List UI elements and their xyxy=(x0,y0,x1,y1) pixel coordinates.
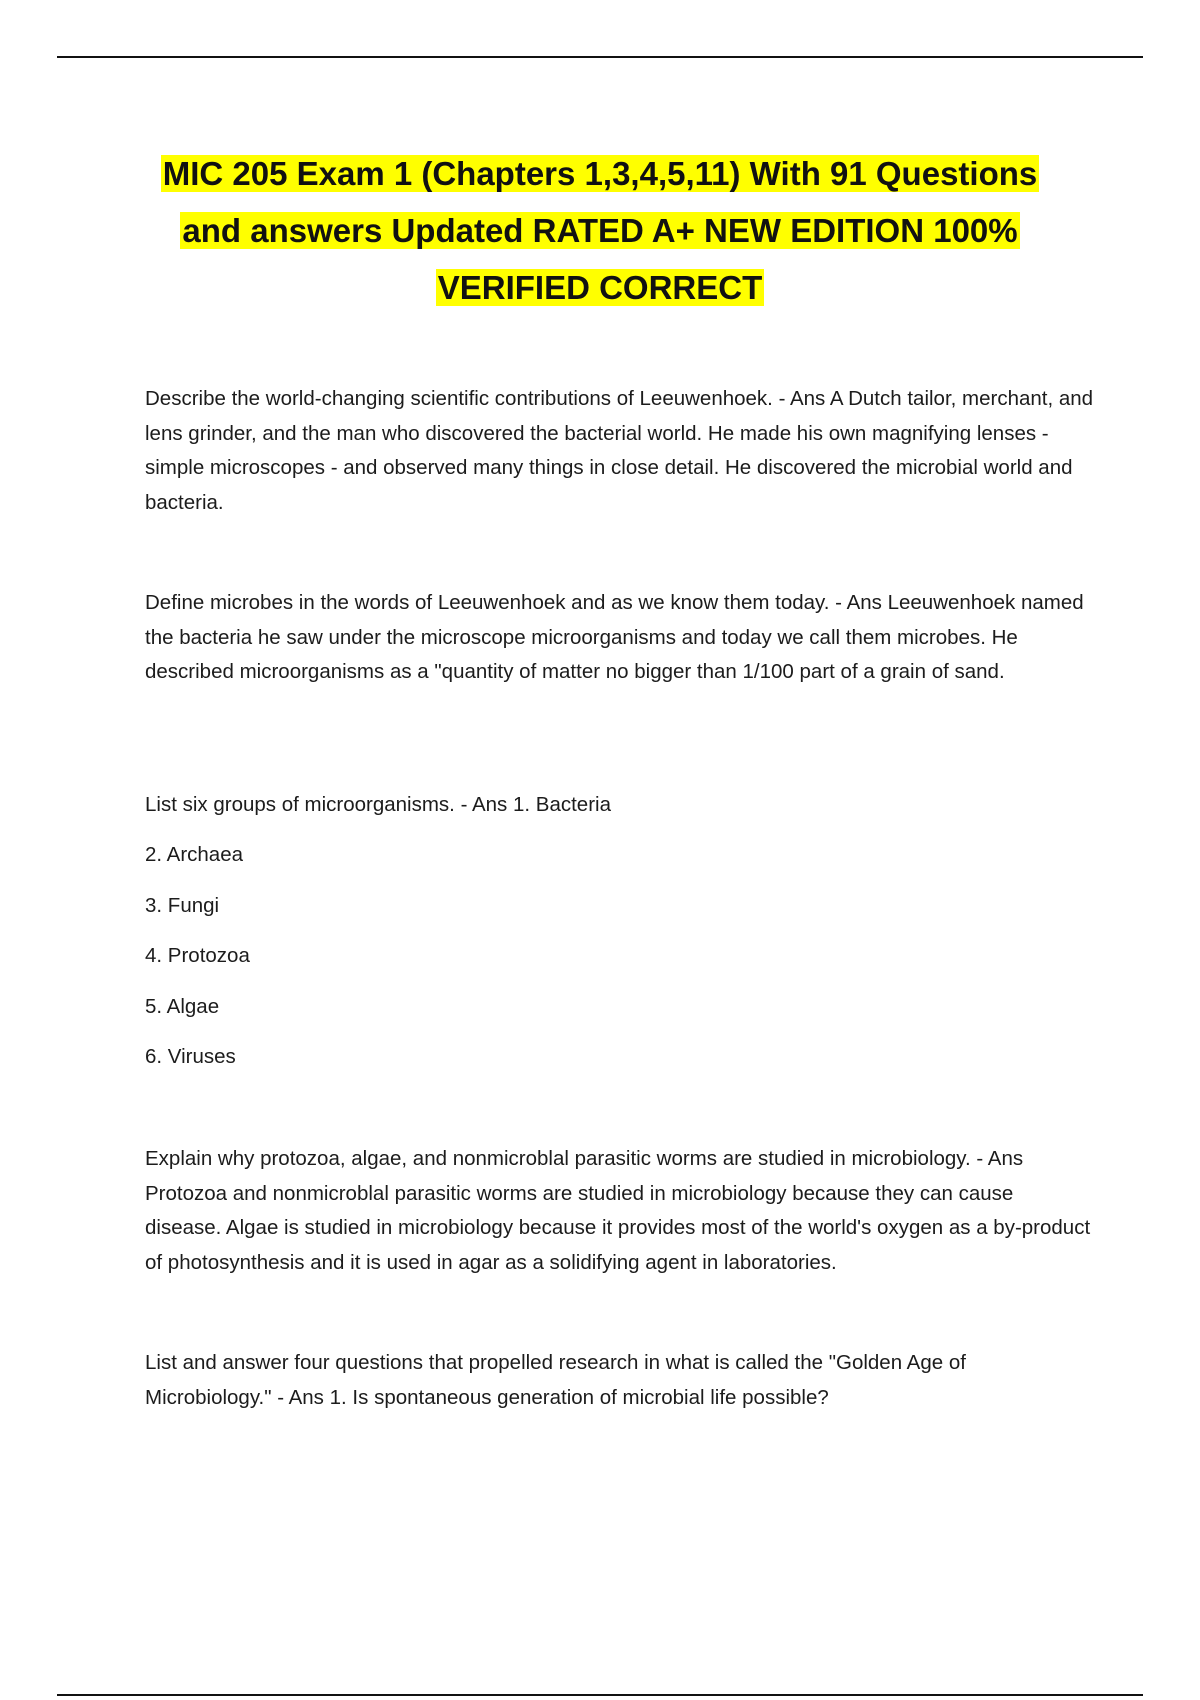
qa-paragraph: Define microbes in the words of Leeuwenhoek and as we know them today. - Ans Leeuwenhoek named the bacteria he saw under the microscope microorganisms and today we call them microbes. He described microorganisms as a "quantity of matter no bigger than 1/100 part of a grain of sand. xyxy=(145,591,1084,683)
list-item: 5. Algae xyxy=(145,995,220,1018)
title-line: and answers Updated RATED A+ NEW EDITION 100% xyxy=(182,212,1018,249)
list-item: 4. Protozoa xyxy=(145,944,250,967)
bottom-rule xyxy=(57,1694,1143,1696)
qa-paragraph: Explain why protozoa, algae, and nonmicroblal parasitic worms are studied in microbiology. - Ans Protozoa and nonmicroblal parasitic worms are studied in microbiology because they can cause disease. Algae is studied in microbiology because it provides most of the world's oxygen as a by-product of photosynthesis and it is used in agar as a solidifying agent in laboratories. xyxy=(145,1147,1091,1274)
title-line: VERIFIED CORRECT xyxy=(437,269,763,306)
qa-paragraph: Describe the world-changing scientific contributions of Leeuwenhoek. - Ans A Dutch tailor, merchant, and lens grinder, and the man who discovered the bacterial world. He made his own magnifying lenses - simple microscopes - and observed many things in close detail. He discovered the microbial world and bacteria. xyxy=(145,387,1094,514)
list-item: 2. Archaea xyxy=(145,843,244,866)
document-title xyxy=(100,145,1100,316)
top-rule xyxy=(57,56,1143,58)
qa-paragraph: List and answer four questions that propelled research in what is called the "Golden Age of Microbiology." - Ans 1. Is spontaneous generation of microbial life possible? xyxy=(145,1351,966,1409)
list-item: 3. Fungi xyxy=(145,894,220,917)
list-item: 6. Viruses xyxy=(145,1045,236,1068)
qa-paragraph: List six groups of microorganisms. - Ans 1. Bacteria xyxy=(145,793,611,816)
title-line: MIC 205 Exam 1 (Chapters 1,3,4,5,11) With 91 Questions xyxy=(162,155,1038,192)
